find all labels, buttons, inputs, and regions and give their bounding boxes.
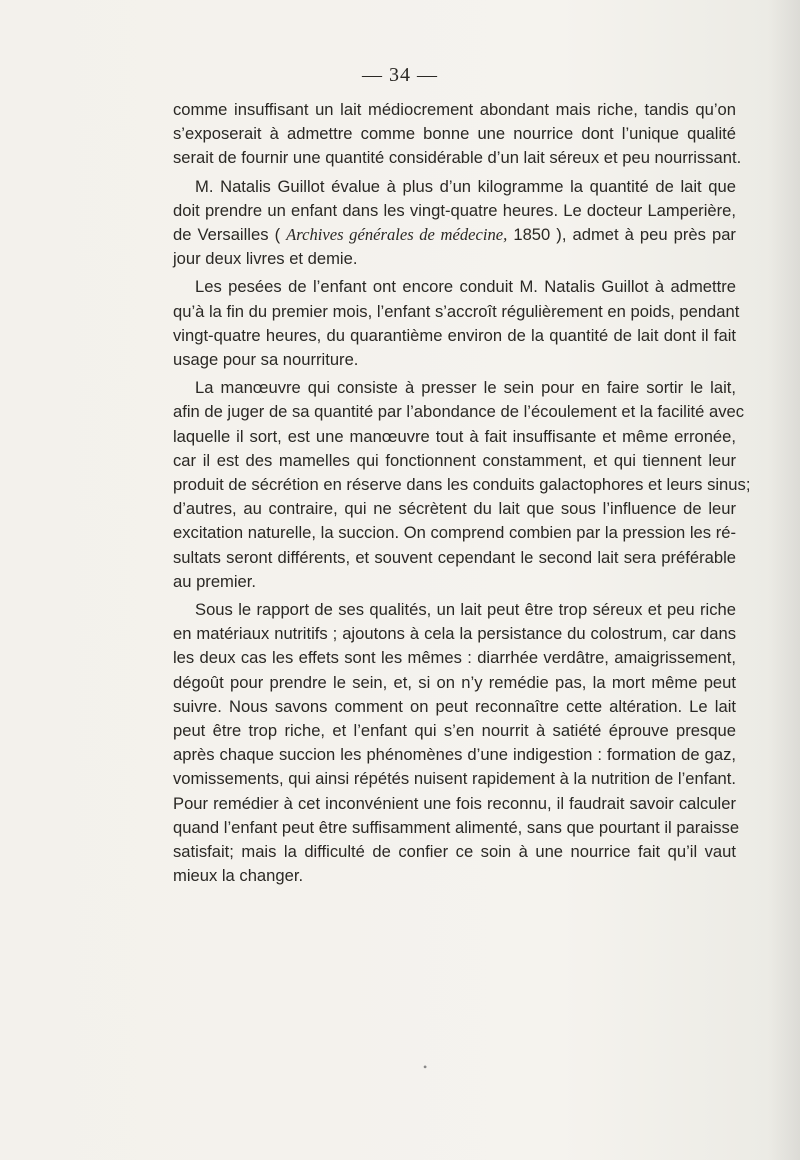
text-line: sultats seront différents, et souvent cependant le second lait sera préférable [173, 547, 736, 567]
ink-speck: • [423, 1060, 428, 1074]
paragraph-2 [173, 175, 736, 272]
text-line: Sous le rapport de ses qualités, un lait peut être trop séreux et peu riche [195, 600, 736, 620]
text-line: vomissements, qui ainsi répétés nuisent rapidement à la nutrition de l’enfant. [173, 769, 736, 789]
text-line: produit de sécrétion en réserve dans les conduits galactophores et leurs sinus; [173, 475, 751, 495]
text-line: excitation naturelle, la succion. On comprend combien par la pression les ré- [173, 523, 736, 543]
text-line: en matériaux nutritifs ; ajoutons à cela la persistance du colostrum, car dans [173, 624, 736, 644]
text-line: vingt-quatre heures, du quarantième environ de la quantité de lait dont il fait [173, 325, 736, 345]
text-line: comme insuffisant un lait médiocrement abondant mais riche, tandis qu’on [173, 100, 736, 119]
text-line: La manœuvre qui consiste à presser le sein pour en faire sortir le lait, [195, 378, 736, 398]
text-line: qu’à la fin du premier mois, l’enfant s’accroît régulièrement en poids, pendant [173, 301, 740, 321]
paragraph-5 [173, 598, 740, 888]
journal-citation: Archives générales de médecine, [286, 225, 508, 245]
text-line: Les pesées de l’enfant ont encore conduit M. Natalis Guillot à admettre [195, 277, 736, 297]
text-line: jour deux livres et demie. [173, 249, 358, 269]
text-line: mieux la changer. [173, 866, 304, 886]
text-line: Pour remédier à cet inconvénient une fois reconnu, il faudrait savoir calculer [173, 793, 736, 813]
paragraph-1 [173, 98, 742, 171]
text-line-with-citation [173, 223, 736, 247]
text-line: car il est des mamelles qui fonctionnent constamment, et qui tiennent leur [173, 450, 736, 470]
text-line: usage pour sa nourriture. [173, 350, 359, 370]
text-line: peut être trop riche, et l’enfant qui s’en nourrit à satiété éprouve presque [173, 721, 736, 741]
text-line: s’exposerait à admettre comme bonne une nourrice dont l’unique qualité [173, 124, 736, 144]
text-line: doit prendre un enfant dans les vingt-quatre heures. Le docteur Lamperière, [173, 200, 736, 220]
text-line: afin de juger de sa quantité par l’abondance de l’écoulement et la facilité avec [173, 402, 745, 422]
text-line: satisfait; mais la difficulté de confier ce soin à une nourrice fait qu’il vaut [173, 842, 736, 862]
text-fragment: 1850 ), admet à peu près par [513, 225, 736, 245]
text-line: serait de fournir une quantité considérable d’un lait séreux et peu nourrissant. [173, 148, 742, 168]
text-line: suivre. Nous savons comment on peut reconnaître cette altération. Le lait [173, 696, 736, 716]
paragraph-3 [173, 275, 740, 372]
text-fragment: de Versailles ( [173, 225, 281, 245]
text-line: quand l’enfant peut être suffisamment alimenté, sans que pourtant il paraisse [173, 817, 740, 837]
text-line: laquelle il sort, est une manœuvre tout à fait insuffisante et même erronée, [173, 426, 736, 446]
page-number: — 34 — [362, 64, 438, 86]
paragraph-4 [173, 376, 751, 594]
text-line: dégoût pour prendre le sein, et, si on n’y remédie pas, la mort même peut [173, 672, 736, 692]
text-line: d’autres, au contraire, qui ne sécrètent du lait que sous l’influence de leur [173, 499, 736, 519]
text-line: après chaque succion les phénomènes d’une indigestion : formation de gaz, [173, 745, 736, 765]
text-line: M. Natalis Guillot évalue à plus d’un kilogramme la quantité de lait que [195, 176, 736, 196]
text-line: les deux cas les effets sont les mêmes : diarrhée verdâtre, amaigrissement, [173, 648, 736, 668]
text-line: au premier. [173, 571, 257, 591]
body-text [173, 98, 751, 889]
